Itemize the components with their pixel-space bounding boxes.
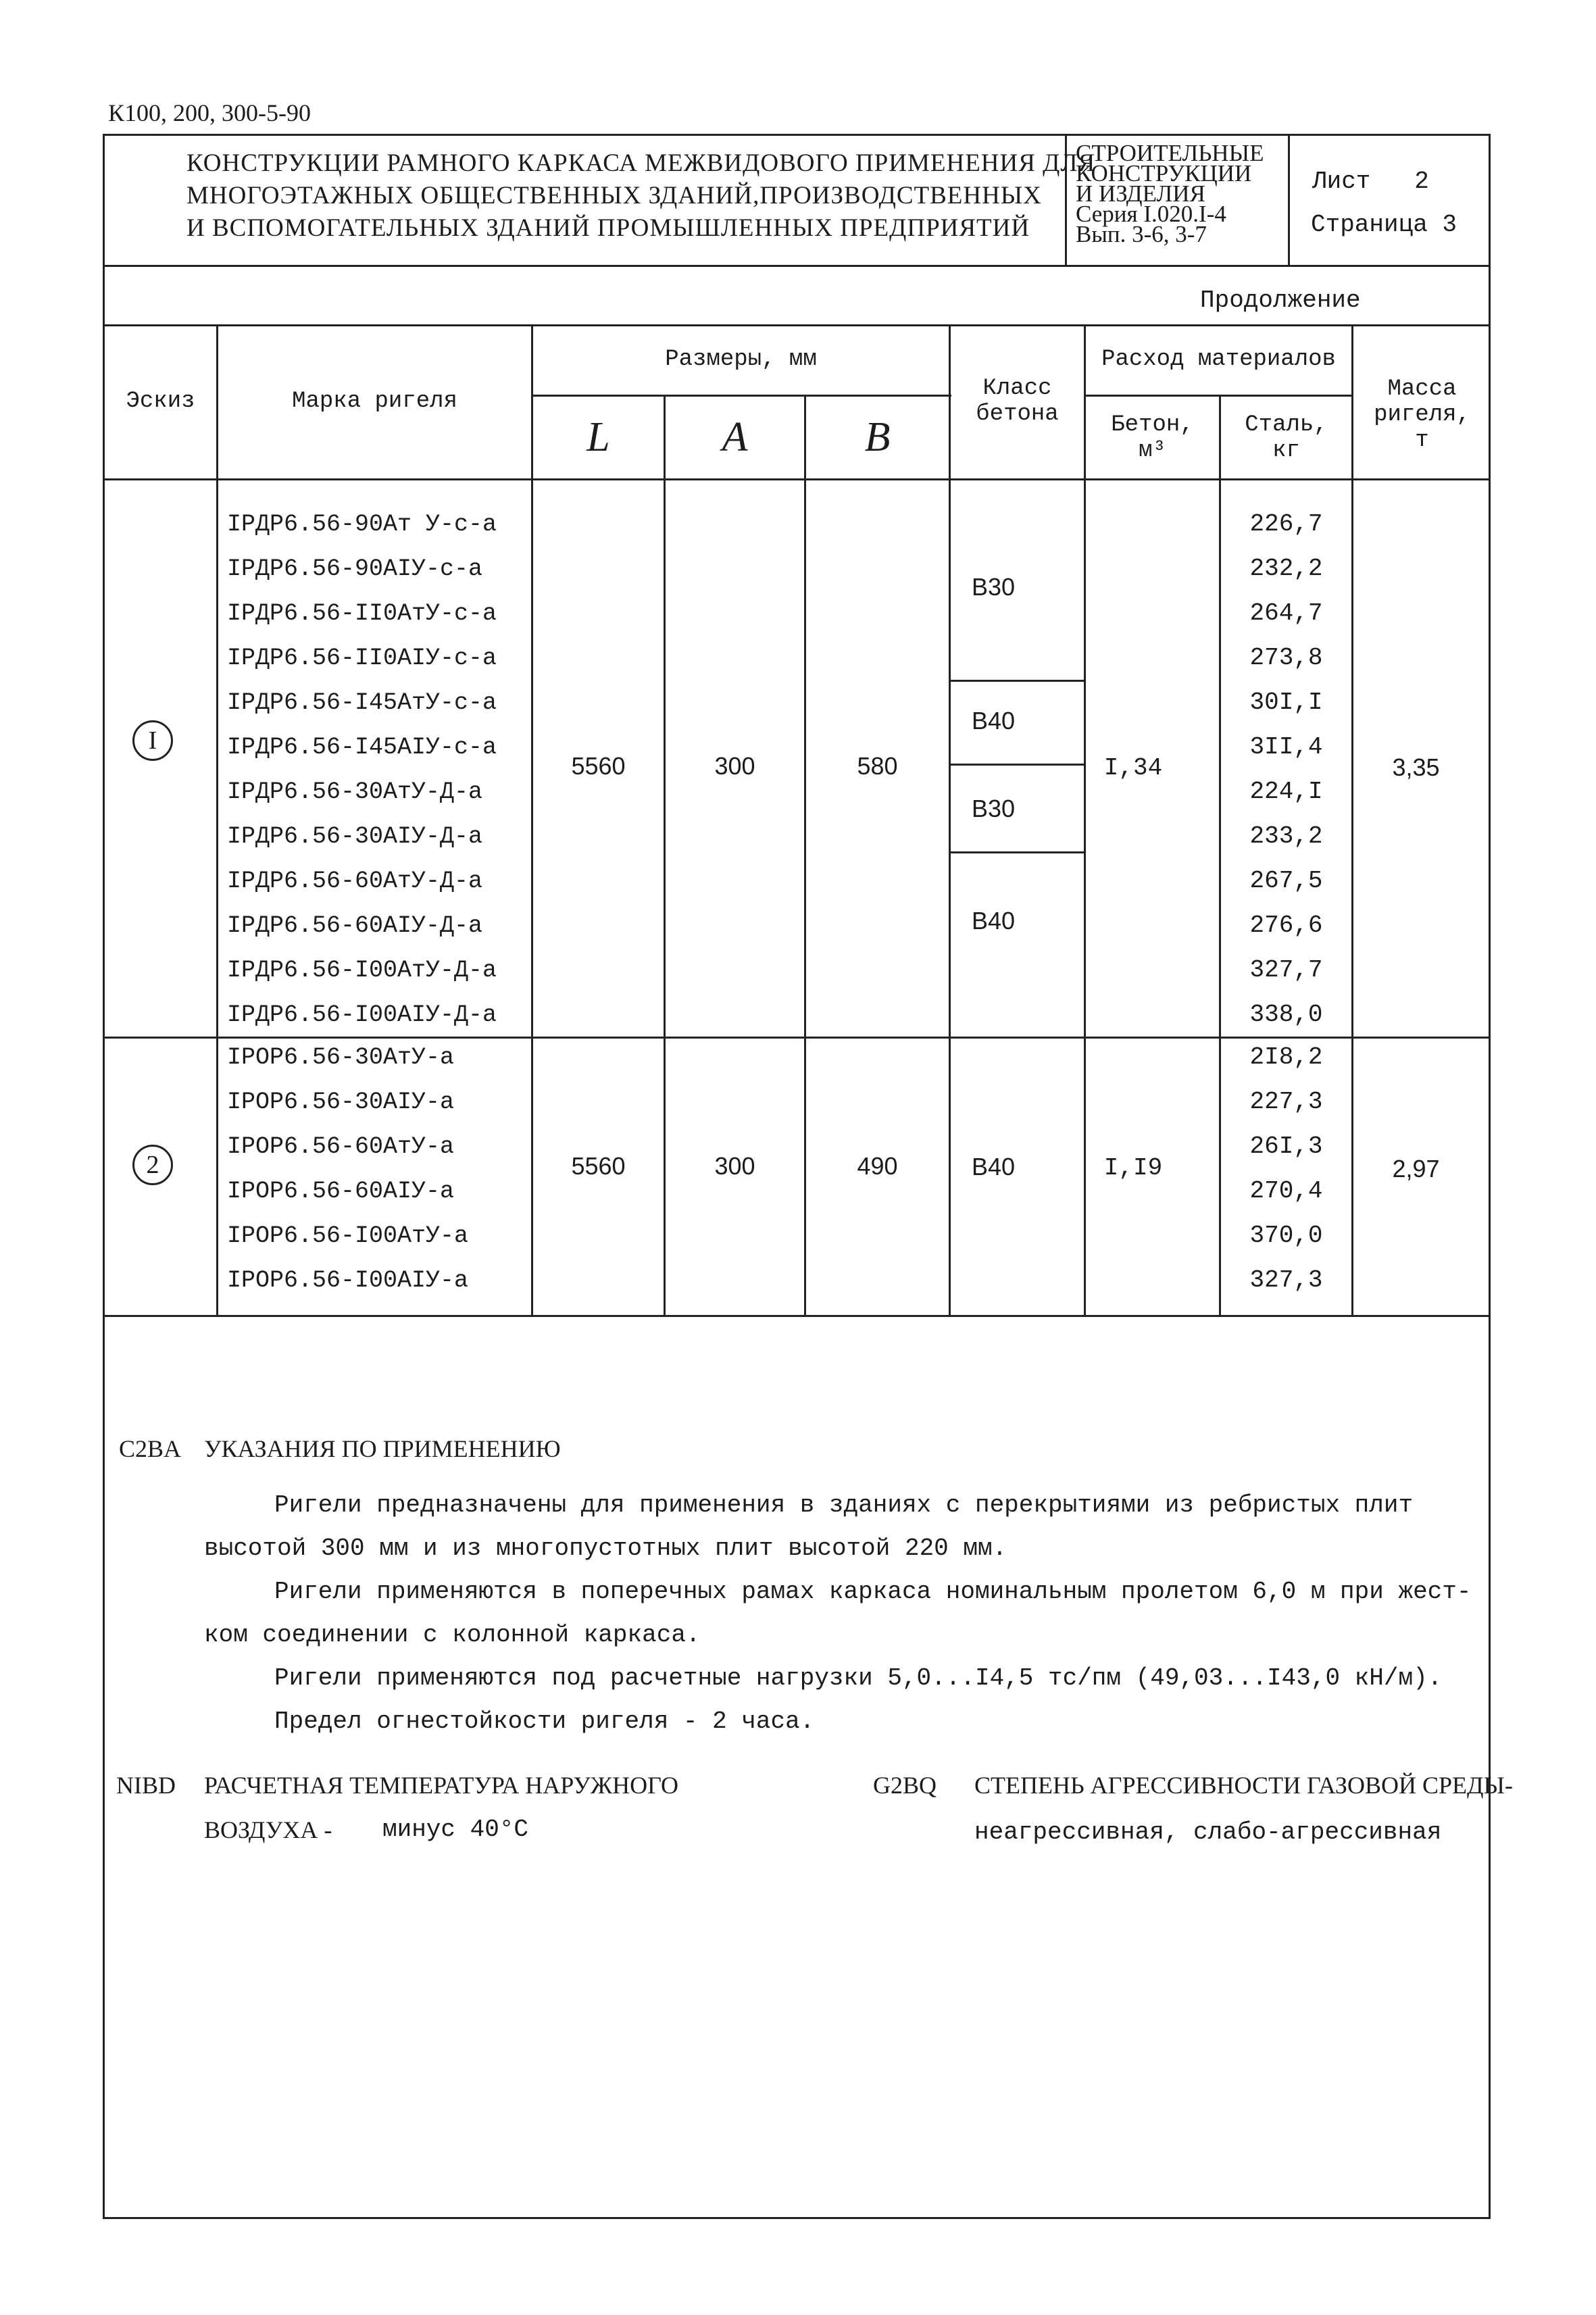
steel-value: 3II,4	[1249, 733, 1323, 761]
group-2-steel	[1221, 1035, 1351, 1303]
title-line-1: КОНСТРУКЦИИ РАМНОГО КАРКАСА МЕЖВИДОВОГО ПРИМЕНЕНИЯ ДЛЯ	[186, 149, 1096, 177]
steel-value: 233,2	[1249, 822, 1323, 850]
series-line-2: КОНСТРУКЦИИ	[1076, 160, 1252, 186]
group-2-sketch	[132, 1145, 173, 1185]
steel-value: 327,7	[1249, 956, 1323, 984]
header-class-line-2: бетона	[976, 401, 1059, 427]
mark-row: IРОР6.56-I00АIУ-а	[227, 1267, 469, 1294]
header-dim-A: A	[722, 414, 748, 460]
header-mass-line-2: ригеля,	[1374, 402, 1470, 428]
steel-value: 273,8	[1249, 644, 1323, 672]
temperature-line-2: ВОЗДУХА -	[204, 1816, 332, 1843]
mark-row: IРДР6.56-60АтУ-Д-а	[227, 868, 483, 895]
page-number: Страница 3	[1311, 211, 1457, 239]
group-2-B: 490	[857, 1152, 898, 1180]
group-1-class-4: В40	[972, 907, 1016, 935]
sheet-number: Лист 2	[1312, 168, 1429, 195]
header-concrete-line-2: м³	[1139, 437, 1166, 464]
mark-row: IРДР6.56-30АIУ-Д-а	[227, 823, 483, 850]
steel-value: 224,I	[1249, 778, 1323, 805]
mark-row: IРДР6.56-I45АIУ-с-а	[227, 734, 497, 761]
usage-line-6: Предел огнестойкости ригеля - 2 часа.	[274, 1708, 815, 1735]
mark-row: IРДР6.56-30АтУ-Д-а	[227, 778, 483, 805]
group-1-marks	[227, 502, 497, 1037]
group-2-concrete-volume: I,I9	[1103, 1153, 1163, 1182]
mark-row: IРОР6.56-60АIУ-а	[227, 1178, 455, 1205]
header-rows-bottom-line	[103, 478, 1491, 480]
mark-row: IРОР6.56-I00АтУ-а	[227, 1222, 469, 1249]
usage-line-4: ком соединении с колонной каркаса.	[204, 1621, 701, 1649]
steel-value: 2I8,2	[1249, 1043, 1323, 1071]
header-dim-L: L	[587, 414, 610, 460]
group-1-B: 580	[857, 752, 898, 780]
header-materials: Расход материалов	[1101, 347, 1336, 372]
group-1-steel	[1221, 502, 1351, 1037]
document-code: К100, 200, 300-5-90	[108, 99, 311, 126]
title-line-3: И ВСПОМОГАТЕЛЬНЫХ ЗДАНИЙ ПРОМЫШЛЕННЫХ ПРЕДПРИЯТИЙ	[186, 214, 1030, 242]
group-1-class-1: В30	[972, 573, 1016, 601]
aggressiveness-value: неагрессивная, слабо-агрессивная	[974, 1818, 1442, 1846]
mark-row: IРДР6.56-II0АтУ-с-а	[227, 600, 497, 627]
header-mark: Марка ригеля	[292, 389, 457, 414]
header-bottom-line	[103, 265, 1491, 267]
mark-row: IРДР6.56-90АIУ-с-а	[227, 555, 483, 582]
steel-value: 264,7	[1249, 599, 1323, 627]
group-2-mass: 2,97	[1392, 1155, 1440, 1183]
steel-value: 270,4	[1249, 1177, 1323, 1205]
mark-row: IРДР6.56-I00АтУ-Д-а	[227, 957, 497, 984]
steel-value: 30I,I	[1249, 689, 1323, 716]
aggressiveness-title: СТЕПЕНЬ АГРЕССИВНОСТИ ГАЗОВОЙ СРЕДЫ-	[974, 1772, 1513, 1799]
usage-line-2: высотой 300 мм и из многопустотных плит высотой 220 мм.	[204, 1535, 1007, 1562]
table-bottom-line	[103, 1315, 1491, 1317]
aggressiveness-code: G2BQ	[873, 1772, 937, 1799]
usage-line-1: Ригели предназначены для применения в зданиях с перекрытиями из ребристых плит	[274, 1491, 1414, 1519]
temperature-code: NIBD	[116, 1772, 176, 1799]
group-1-sketch	[132, 720, 173, 761]
steel-value: 276,6	[1249, 912, 1323, 939]
sketch-marker-2: 2	[132, 1145, 173, 1185]
header-concrete-volume	[1086, 397, 1219, 478]
header-sketch: Эскиз	[126, 389, 195, 414]
group-1-mass: 3,35	[1392, 753, 1440, 781]
title-line-2: МНОГОЭТАЖНЫХ ОБЩЕСТВЕННЫХ ЗДАНИЙ,ПРОИЗВОДСТВЕННЫХ	[186, 182, 1042, 209]
usage-text	[204, 1484, 1472, 1743]
header-dimensions: Размеры, мм	[665, 347, 817, 372]
group-1-A: 300	[714, 752, 755, 780]
group-1-class-2: В40	[972, 707, 1016, 735]
group-1-concrete-volume: I,34	[1103, 753, 1163, 782]
mark-row: IРДР6.56-90Ат У-с-а	[227, 511, 497, 538]
header-concrete-line-1: Бетон,	[1111, 412, 1194, 438]
header-steel	[1221, 397, 1351, 478]
mark-row: IРОР6.56-60АтУ-а	[227, 1133, 455, 1160]
series-block	[1076, 140, 1264, 247]
steel-value: 370,0	[1249, 1222, 1323, 1249]
group-1-class-3: В30	[972, 795, 1016, 822]
steel-value: 226,7	[1249, 510, 1323, 538]
temperature-value: минус 40°С	[382, 1816, 529, 1843]
steel-value: 338,0	[1249, 1001, 1323, 1028]
usage-code: C2BA	[119, 1435, 182, 1462]
usage-title: УКАЗАНИЯ ПО ПРИМЕНЕНИЮ	[204, 1435, 561, 1462]
header-mass-line-1: Масса	[1387, 376, 1457, 402]
mark-row: IРДР6.56-60АIУ-Д-а	[227, 912, 483, 939]
steel-value: 26I,3	[1249, 1132, 1323, 1160]
mark-row: IРДР6.56-I00АIУ-Д-а	[227, 1001, 497, 1028]
series-line-1: СТРОИТЕЛЬНЫЕ	[1076, 140, 1264, 166]
temperature-title: РАСЧЕТНАЯ ТЕМПЕРАТУРА НАРУЖНОГО	[204, 1772, 679, 1799]
group-2-class: В40	[972, 1153, 1016, 1180]
mark-row: IРОР6.56-30АтУ-а	[227, 1044, 455, 1071]
header-concrete-class	[951, 324, 1084, 478]
header-divider-2	[1288, 134, 1290, 266]
steel-value: 227,3	[1249, 1088, 1323, 1116]
series-line-4: Серия I.020.I-4	[1076, 201, 1226, 227]
header-steel-line-2: кг	[1272, 437, 1300, 464]
series-line-5: Вып. 3-6, 3-7	[1076, 221, 1207, 247]
header-class-line-1: Класс	[982, 376, 1052, 401]
header-mass	[1353, 324, 1491, 478]
usage-line-3: Ригели применяются в поперечных рамах каркаса номинальным пролетом 6,0 м при жест-	[274, 1578, 1472, 1605]
header-steel-line-1: Сталь,	[1245, 412, 1328, 438]
group-2-L: 5560	[571, 1152, 626, 1180]
group-2-marks	[227, 1035, 468, 1303]
continuation-label: Продолжение	[1200, 287, 1361, 314]
group-2-A: 300	[714, 1152, 755, 1180]
mark-row: IРДР6.56-II0АIУ-с-а	[227, 645, 497, 672]
sketch-marker-1: I	[132, 720, 173, 761]
series-line-3: И ИЗДЕЛИЯ	[1076, 180, 1205, 207]
class-divider-3	[950, 851, 1084, 853]
group-1-L: 5560	[571, 752, 626, 780]
mark-row: IРДР6.56-I45АтУ-с-а	[227, 689, 497, 716]
class-divider-2	[950, 764, 1084, 766]
steel-value: 232,2	[1249, 555, 1323, 582]
mark-row: IРОР6.56-30АIУ-а	[227, 1089, 455, 1116]
steel-value: 327,3	[1249, 1266, 1323, 1294]
steel-value: 267,5	[1249, 867, 1323, 895]
header-mass-line-3: т	[1415, 428, 1429, 453]
usage-line-5: Ригели применяются под расчетные нагрузки 5,0...I4,5 тс/пм (49,03...I43,0 кН/м).	[274, 1664, 1443, 1692]
header-dim-B: B	[864, 414, 891, 460]
header-title	[186, 147, 1095, 245]
class-divider-1	[950, 680, 1084, 682]
